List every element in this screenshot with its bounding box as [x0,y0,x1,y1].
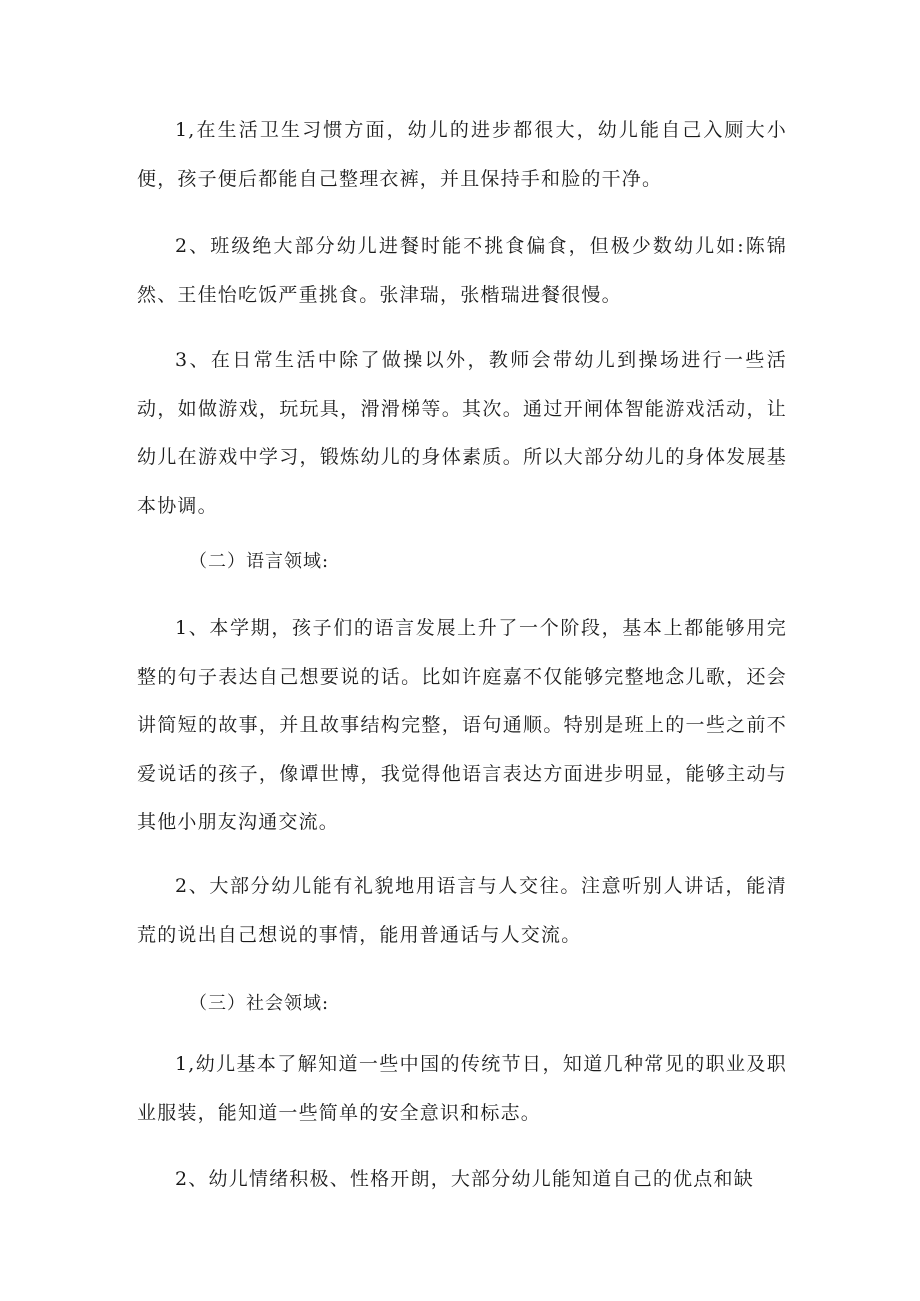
health-paragraph-1: 1,在生活卫生习惯方面，幼儿的进步都很大，幼儿能自己入厕大小便，孩子便后都能自己整理衣裤，并且保持手和脸的干净。 [137,119,787,190]
social-paragraph-1: 1,幼儿基本了解知道一些中国的传统节日，知道几种常见的职业及职业服装，能知道一些简单的安全意识和标志。 [137,1053,787,1124]
language-paragraph-2: 2、大部分幼儿能有礼貌地用语言与人交往。注意听别人讲话，能清荒的说出自己想说的事情，能用普通话与人交流。 [137,875,787,946]
social-paragraph-2: 2、幼儿情绪积极、性格开朗，大部分幼儿能知道自己的优点和缺 [175,1168,754,1190]
health-paragraph-3: 3、在日常生活中除了做操以外，教师会带幼儿到操场进行一些活动，如做游戏，玩玩具，滑滑梯等。其次。通过开闸体智能游戏活动，让幼儿在游戏中学习，锻炼幼儿的身体素质。所以大部分幼儿的身体发展基本协调。 [137,349,787,517]
health-paragraph-2: 2、班级绝大部分幼儿进餐时能不挑食偏食，但极少数幼儿如:陈锦然、王佳怡吃饭严重挑食。张津瑞，张楷瑞进餐很慢。 [137,235,787,306]
language-paragraph-1: 1、本学期，孩子们的语言发展上升了一个阶段，基本上都能够用完整的句子表达自己想要说的话。比如许庭嘉不仅能够完整地念儿歌，还会讲简短的故事，并且故事结构完整，语句通顺。特别是班上的一些之前不爱说话的孩子，像谭世博，我觉得他语言表达方面进步明显，能够主动与其他小朋友沟通交流。 [137,617,787,833]
social-section-heading: （三）社会领域: [189,993,330,1014]
language-section-heading: （二）语言领域: [189,551,330,572]
